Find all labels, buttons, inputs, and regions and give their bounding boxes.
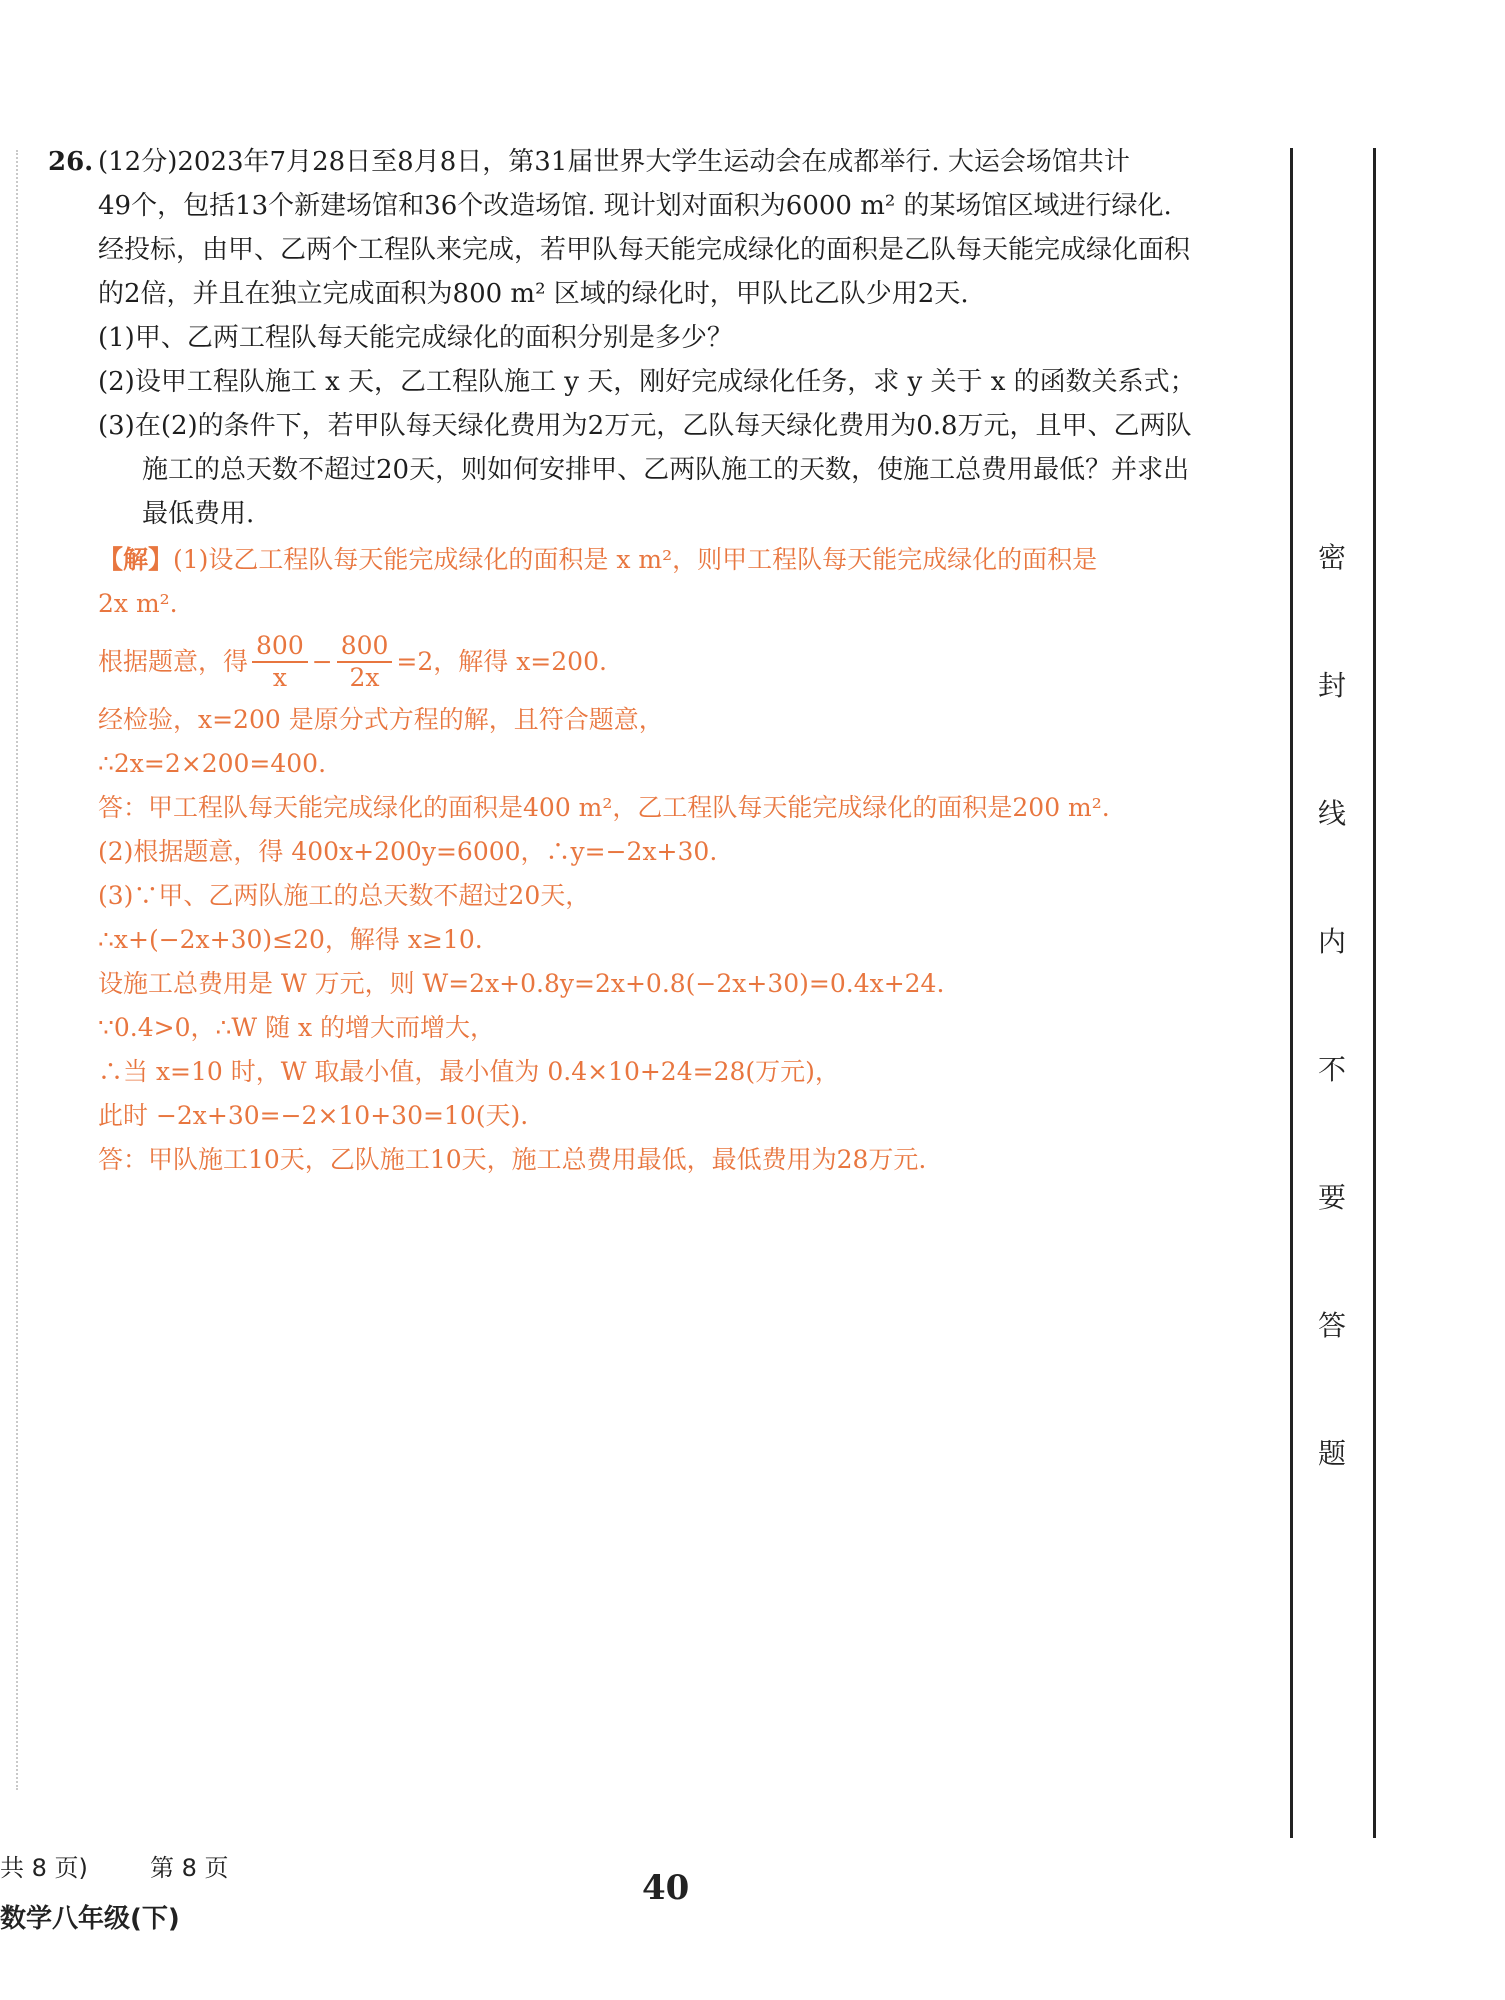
solution-step-1: 经检验，x=200 是原分式方程的解，且符合题意， [98, 705, 664, 734]
sub-question-1: (1)甲、乙两工程队每天能完成绿化的面积分别是多少？ [98, 323, 733, 353]
seal-char-7: 答 [1317, 1309, 1346, 1342]
solution-step-9: ∴当 x=10 时，W 取最小值，最小值为 0.4×10+24=28(万元)， [98, 1057, 840, 1086]
seal-char-2: 封 [1317, 669, 1346, 702]
sub-question-3-cont-1: 施工的总天数不超过20天，则如何安排甲、乙两队施工的天数，使施工总费用最低？并求出 [142, 455, 1190, 485]
sub-question-3-cont-2: 最低费用. [142, 499, 255, 529]
problem-line-1: (12分)2023年7月28日至8月8日，第31届世界大学生运动会在成都举行. 大运会场馆共计 [98, 147, 1130, 177]
fraction-1-numerator: 800 [252, 631, 308, 663]
equation-prefix: 根据题意，得 [98, 647, 249, 676]
fraction-1-denominator: x [272, 663, 287, 692]
solution-step-7: 设施工总费用是 W 万元，则 W=2x+0.8y=2x+0.8(−2x+30)=0.4x+24. [98, 969, 945, 998]
solution-step-2: ∴2x=2×200=400. [98, 749, 327, 778]
sub-question-3: (3)在(2)的条件下，若甲队每天绿化费用为2万元，乙队每天绿化费用为0.8万元，且甲、乙两队 [98, 411, 1192, 441]
problem-line-4: 的2倍，并且在独立完成面积为800 m² 区域的绿化时，甲队比乙队少用2天. [98, 279, 969, 309]
page-total: 共 8 页) [0, 1854, 88, 1882]
problem-content [48, 140, 1274, 1182]
fraction-2-denominator: 2x [349, 663, 380, 692]
left-dotted-border [16, 150, 18, 1790]
subject-label: 数学八年级(下) [0, 1904, 180, 1934]
solution-tag: 【解】 [98, 545, 174, 574]
seal-char-8: 题 [1317, 1437, 1346, 1470]
solution-line-2: 2x m². [98, 589, 178, 618]
problem-number: 26. [48, 147, 94, 177]
sub-question-2: (2)设甲工程队施工 x 天，乙工程队施工 y 天，刚好完成绿化任务，求 y 关于 x 的函数关系式； [98, 367, 1196, 397]
problem-statement [48, 140, 1274, 536]
fraction-equation [98, 626, 1274, 698]
solution-part1-text: (1)设乙工程队每天能完成绿化的面积是 x m²，则甲工程队每天能完成绿化的面积是 [173, 545, 1098, 574]
fraction-1 [252, 631, 308, 693]
solution-step-10: 此时 −2x+30=−2×10+30=10(天). [98, 1101, 529, 1130]
fraction-2-numerator: 800 [337, 631, 393, 663]
seal-line-left [1290, 148, 1293, 1838]
solution-step-6: ∴x+(−2x+30)≤20，解得 x≥10. [98, 925, 483, 954]
page-number-label: 第 8 页 [150, 1854, 229, 1882]
seal-char-4: 内 [1317, 925, 1346, 958]
seal-char-3: 线 [1317, 797, 1346, 830]
problem-line-3: 经投标，由甲、乙两个工程队来完成，若甲队每天能完成绿化的面积是乙队每天能完成绿化面积 [98, 235, 1191, 265]
seal-char-5: 不 [1317, 1053, 1346, 1086]
seal-line-right [1373, 148, 1376, 1838]
fraction-2 [337, 631, 393, 693]
seal-char-6: 要 [1317, 1181, 1346, 1214]
solution-step-8: ∵0.4>0，∴W 随 x 的增大而增大， [98, 1013, 496, 1042]
page-number-big: 40 [642, 1868, 690, 1908]
solution-step-5: (3)∵甲、乙两队施工的总天数不超过20天， [98, 881, 591, 910]
problem-line-2: 49个，包括13个新建场馆和36个改造场馆. 现计划对面积为6000 m² 的某场馆区域进行绿化. [98, 191, 1172, 221]
solution-block [56, 538, 1274, 1182]
equation-suffix: =2，解得 x=200. [396, 647, 607, 676]
solution-step-11: 答：甲队施工10天，乙队施工10天，施工总费用最低，最低费用为28万元. [98, 1145, 927, 1174]
solution-line-1 [98, 538, 1274, 582]
seal-char-1: 密 [1317, 541, 1346, 574]
solution-step-3: 答：甲工程队每天能完成绿化的面积是400 m²，乙工程队每天能完成绿化的面积是200 m². [98, 793, 1110, 822]
minus-sign: − [311, 647, 333, 676]
solution-step-4: (2)根据题意，得 400x+200y=6000，∴y=−2x+30. [98, 837, 718, 866]
